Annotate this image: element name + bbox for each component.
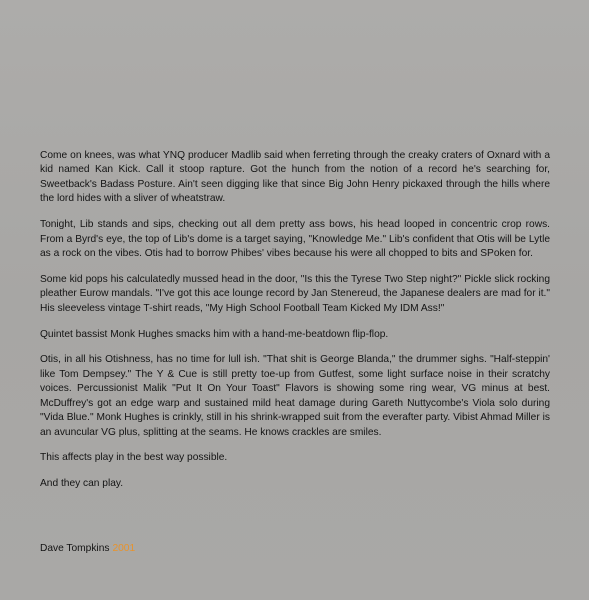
author-signature — [40, 542, 135, 556]
paragraph-6: This affects play in the best way possible. — [40, 452, 228, 464]
paragraph-1: Come on knees, was what YNQ producer Madlib said when ferreting through the creaky craters of Oxnard with a kid named Kan Kick. Call it stoop rapture. Got the hunch from the notion of a record he's searching for, Sweetback's Badass Posture. Ain't seen digging like that since Big John Henry pickaxed through the hills where the lord hides with a sliver of wheatstraw. — [40, 150, 550, 205]
liner-notes-body — [40, 149, 550, 503]
paragraph-3: Some kid pops his calculatedly mussed head in the door, "Is this the Tyrese Two Step night?" Pickle slick rocking pleather Eurow mandals. "I've got this ace lounge record by Jan Stenereud, the Japanese dealers are mad for it." His sleeveless vintage T-shirt reads, "My High School Football Team Kicked My IDM Ass!" — [40, 273, 550, 314]
paragraph-7: And they can play. — [40, 478, 124, 490]
author-name: Dave Tompkins — [40, 543, 110, 554]
paragraph-4: Quintet bassist Monk Hughes smacks him with a hand-me-beatdown flip-flop. — [40, 328, 389, 340]
paragraph-2: Tonight, Lib stands and sips, checking out all dem pretty ass bows, his head looped in concentric crop rows. From a Byrd's eye, the top of Lib's dome is a target saying, "Knowledge Me." Lib's confident that Otis will be Lytle as a rock on the vibes. Otis had to borrow Phibes' vibes because his were all chopped to bits and SPoken for. — [40, 219, 550, 259]
paragraph-5: Otis, in all his Otishness, has no time for lull ish. "That shit is George Blanda," the drummer sighs. "Half-steppin' like Tom Dempsey." The Y & Cue is still pretty toe-up from Gutfest, some light surface noise in their scratchy voices. Percussionist Malik "Put It On Your Toast" Flavors is showing some ring wear, VG minus at best. McDuffrey's got an edge warp and sustained mild heat damage during Gareth Nuttycombe's Viola solo during "Vida Blue." Monk Hughes is crinkly, still in his shrink-wrapped suit from the everafter party. Vibist Ahmad Miller is an avuncular VG plus, splitting at the seams. He knows crackles are smiles. — [40, 354, 550, 438]
signature-year: 2001 — [112, 543, 136, 554]
